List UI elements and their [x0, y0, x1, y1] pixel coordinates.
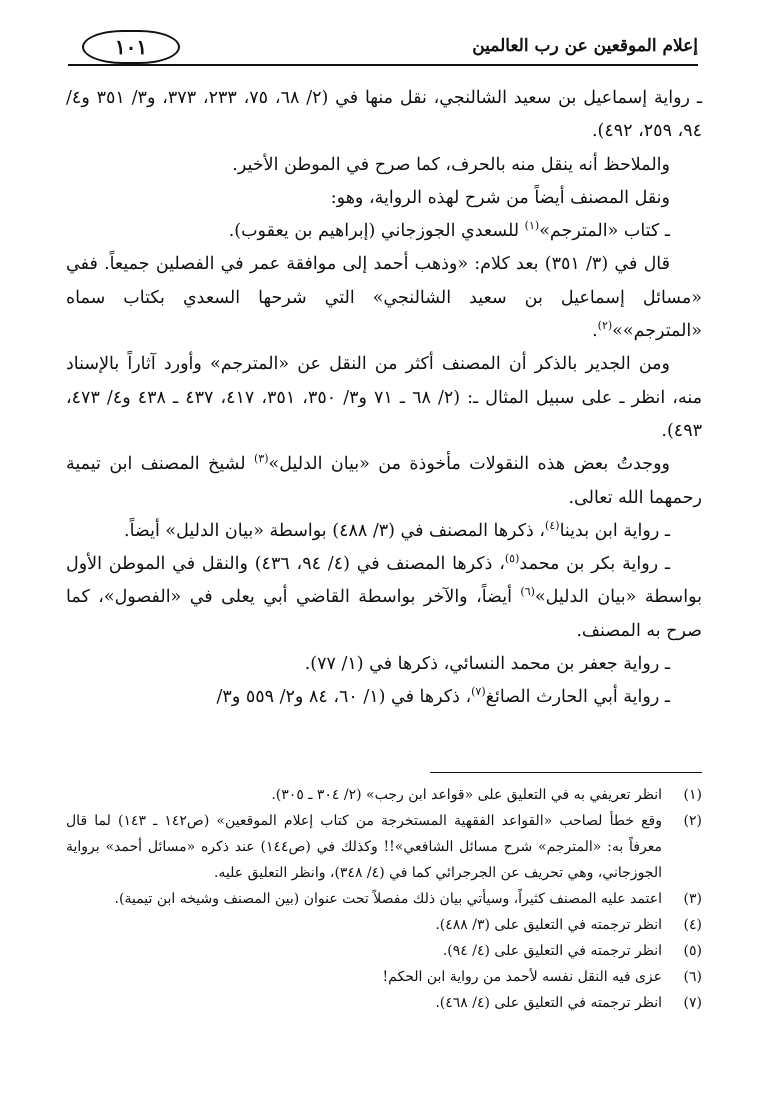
- paragraph: ـ رواية جعفر بن محمد النسائي، ذكرها في (١/ ٧٧).: [304, 654, 670, 675]
- footnote-ref: (٤): [545, 519, 560, 533]
- footnote-ref: (٦): [520, 585, 535, 599]
- paragraph: ومن الجدير بالذكر أن المصنف أكثر من النقل عن «المترجم» وأورد آثاراً بالإسناد منه، انظر ـ على سبيل المثال ـ: (٢/ ٦٨ ـ ٧١ و٣/ ٣٥٠، ٣٥١، ٤١٧، ٤٣٧ ـ ٤٣٨ و٤/ ٤٧٣، ٤٩٣).: [66, 354, 702, 441]
- footnote-text: وقع خطأ لصاحب «القواعد الفقهية المستخرجة من كتاب إعلام الموقعين» (ص١٤٢ ـ ١٤٣) لما قال معرفاً به: «المترجم» شرح مسائل الشافعي»!! وكذلك في (ص١٤٤) عند ذكره «مسائل أحمد» برواية الجوزجاني، وهي تحريف عن الجرجرائي كما في (٤/ ٣٤٨)، وانظر التعليق عليه.: [66, 813, 662, 881]
- footnote-ref: (٢): [597, 319, 613, 333]
- footnote: [66, 886, 702, 912]
- footnote-text: اعتمد عليه المصنف كثيراً، وسيأتي بيان ذلك مفصلاً تحت عنوان (بين المصنف وشيخه ابن تيمية).: [114, 891, 662, 907]
- text-run: لشيخ المصنف ابن تيمية رحمهما الله تعالى.: [66, 454, 702, 508]
- footnote: [66, 990, 702, 1016]
- footnotes: [66, 782, 702, 1016]
- footnote: [66, 938, 702, 964]
- footnote: [66, 808, 702, 886]
- text-run: ـ رواية بكر بن محمد: [519, 554, 671, 575]
- footnote-divider: [430, 772, 702, 773]
- footnote-ref: (٥): [504, 552, 520, 566]
- footnote: [66, 964, 702, 990]
- footnote-number: (٢): [683, 813, 702, 829]
- text-run: ووجدتُ بعض هذه النقولات مأخوذة من «بيان الدليل»: [268, 454, 670, 475]
- footnote-number: (٦): [683, 969, 702, 985]
- paragraph: ونقل المصنف أيضاً من شرح لهذه الرواية، وهو:: [330, 187, 670, 208]
- paragraph: [66, 548, 702, 648]
- paragraph: ـ رواية إسماعيل بن سعيد الشالنجي، نقل منها في (٢/ ٦٨، ٧٥، ٢٣٣، ٣٧٣، و٣/ ٣٥١ و٤/ ٩٤، ٢٥٩، ٤٩٢).: [66, 88, 702, 142]
- footnote-number: (١): [683, 787, 702, 803]
- text-run: ، ذكرها المصنف في (٣/ ٤٨٨) بواسطة «بيان الدليل» أيضاً.: [124, 520, 546, 541]
- header-rule: [68, 64, 698, 66]
- footnote-number: (٥): [683, 943, 702, 959]
- footnote-ref: (٣): [253, 452, 269, 466]
- text-run: ، ذكرها في (١/ ٦٠، ٨٤ و٢/ ٥٥٩ و٣/: [216, 687, 472, 708]
- footnote-text: انظر ترجمته في التعليق على (٣/ ٤٨٨).: [435, 917, 662, 933]
- footnote-text: انظر ترجمته في التعليق على (٤/ ٩٤).: [442, 943, 662, 959]
- footnote-number: (٣): [683, 891, 702, 907]
- footnote-ref: (٧): [471, 685, 486, 699]
- main-text: [66, 82, 702, 715]
- paragraph: [66, 681, 702, 714]
- text-run: قال في (٣/ ٣٥١) بعد كلام: «وذهب أحمد إلى موافقة عمر في الفصلين جميعاً. ففي «مسائل إسماعيل بن سعيد الشالنجي» التي شرحها السعدي بكتاب سماه «المترجم»»: [66, 254, 702, 342]
- text-run: أيضاً، والآخر بواسطة القاضي أبي يعلى في «الفصول»، كما صرح به المصنف.: [66, 587, 702, 641]
- footnote-text: انظر ترجمته في التعليق على (٤/ ٤٦٨).: [435, 995, 662, 1011]
- text-run: ، ذكرها المصنف في (٤/ ٩٤، ٤٣٦) والنقل في الموطن الأول بواسطة «بيان الدليل»: [66, 554, 702, 608]
- text-run: ـ كتاب «المترجم»: [539, 221, 670, 242]
- footnote-number: (٧): [683, 995, 702, 1011]
- paragraph: [66, 215, 702, 248]
- running-title: إعلام الموقعين عن رب العالمين: [472, 36, 698, 56]
- paragraph: [66, 448, 702, 515]
- footnote-number: (٤): [683, 917, 702, 933]
- paragraph: [66, 515, 702, 548]
- paragraph: [66, 248, 702, 348]
- text-run: ـ رواية أبي الحارث الصائغ: [485, 687, 670, 708]
- paragraph: والملاحظ أنه ينقل منه بالحرف، كما صرح في الموطن الأخير.: [232, 154, 670, 175]
- footnote: [66, 912, 702, 938]
- footnote-ref: (١): [524, 219, 540, 233]
- text-run: .: [592, 321, 598, 342]
- text-run: للسعدي الجوزجاني (إبراهيم بن يعقوب).: [228, 221, 520, 242]
- footnote-text: عزى فيه النقل نفسه لأحمد من رواية ابن الحكم!: [382, 969, 662, 985]
- text-run: ـ رواية ابن بدينا: [559, 520, 670, 541]
- page-header: [68, 28, 698, 72]
- footnote: [66, 782, 702, 808]
- footnote-text: انظر تعريفي به في التعليق على «قواعد ابن رجب» (٢/ ٣٠٤ ـ ٣٠٥).: [271, 787, 662, 803]
- page-number: ١٠١: [82, 30, 180, 64]
